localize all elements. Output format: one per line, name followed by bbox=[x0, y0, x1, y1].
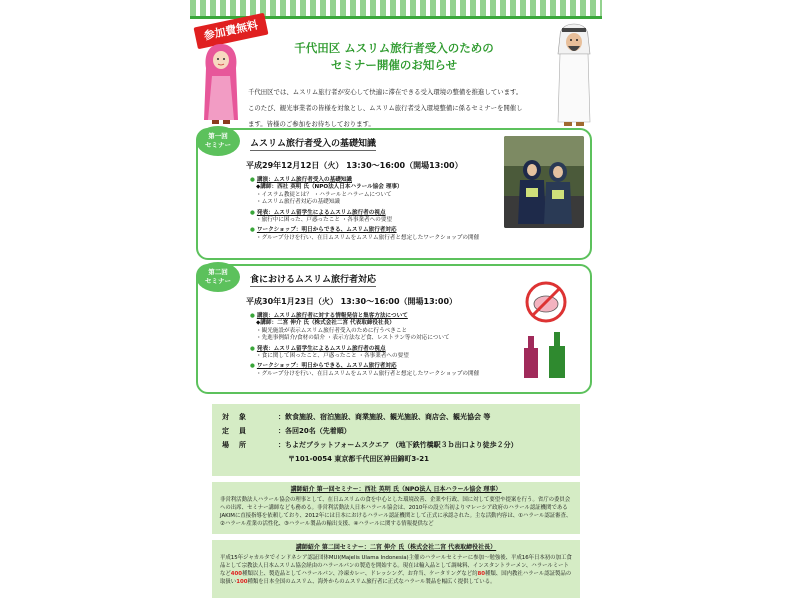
bio-text: 非営利活動法人ハラール協会の理事として、在日ムスリムの食を中心とした環境改善、企業や行政、国に対して要望や提案を行う。省庁の委員会への出席、セミナー講師なども務める。非営利活動法人日本ハラール協会は、2010年の設立当初よりマレーシア政府のハラール認証機関であるJAKIMに直接指導を依頼しており、2012年には日本におけるハラール認証機関として正式に承認された。主な活動内容は、①ハラール認証審査、②ハラール産業の活性化、③ハラール製品の輸出支援、④ハラールに関する情報提供など bbox=[220, 497, 572, 527]
no-pork-icon bbox=[527, 283, 565, 321]
program-item-title: ワークショップ：明日からできる、ムスリム旅行者対応 bbox=[256, 363, 397, 370]
wine-bottle-icon bbox=[524, 336, 538, 378]
target-value: ：飲食施設、宿泊施設、商業施設、観光施設、商店会、観光協会 等 bbox=[278, 413, 491, 421]
program-item-title: 発表：ムスリム留学生によるムスリム旅行者の視点 bbox=[256, 345, 386, 352]
flyer-title bbox=[274, 40, 514, 74]
flyer-page bbox=[190, 0, 602, 600]
bullet-icon: ● bbox=[250, 177, 255, 183]
venue-value: ：ちよだプラットフォームスクエア （地下鉄竹橋駅３ｂ出口より徒歩２分） bbox=[278, 441, 518, 449]
target-row bbox=[222, 410, 570, 424]
muslim-man-illustration bbox=[552, 18, 596, 130]
lecturer-1-bio bbox=[212, 482, 580, 534]
bio-text-part: 種類、国内教社ハラール認証製品の取扱い bbox=[220, 571, 572, 585]
program-detail: ・先進事例紹介/食材の紹介 ・表示方法など食、レストラン等の対応について bbox=[256, 335, 450, 342]
highlight-number: 100 bbox=[236, 579, 248, 585]
green-bottle-icon bbox=[549, 332, 565, 378]
capacity-row bbox=[222, 424, 570, 438]
bio-heading-name: 二宮 伸介 氏（株式会社二宮 代表取締役社長） bbox=[369, 544, 497, 551]
program-detail: ・ムスリム旅行者対応の基礎知識 bbox=[256, 199, 340, 206]
bio-heading bbox=[220, 544, 572, 552]
circle-line: セミナー bbox=[205, 277, 231, 285]
highlight-number: 80 bbox=[477, 571, 486, 577]
highlight-number: 400 bbox=[230, 571, 243, 577]
seminar-2-title: 食におけるムスリム旅行者対応 bbox=[250, 272, 376, 287]
program-detail: ・観光施設が表示ムスリム旅行者受入のために行うべきこと bbox=[256, 327, 408, 334]
seminar-1-circle-label bbox=[196, 126, 240, 156]
target-label: 対象 bbox=[222, 413, 256, 421]
lecturer: ◆講師：西社 英明 氏（NPO法人日本ハラール協会 理事） bbox=[256, 184, 403, 191]
program-detail: ・食に関して困ったこと、戸惑ったこと ・各事業者への要望 bbox=[256, 353, 409, 360]
seminar-1-date: 平成29年12月12日（火） 13:30～16:00（開場13:00） bbox=[246, 161, 463, 170]
venue-address: 〒101-0054 東京都千代田区神田錦町3-21 bbox=[288, 455, 429, 463]
venue-row bbox=[222, 438, 570, 452]
title-line-2: セミナー開催のお知らせ bbox=[330, 58, 458, 72]
program-detail: ・旅行中に困った、戸惑ったこと ・各事業者への要望 bbox=[256, 217, 393, 224]
program-detail: ・グループ分けを行い、在日ムスリムをムスリム旅行者と想定したワークショップの開催 bbox=[256, 234, 480, 241]
circle-line: 第二回 bbox=[208, 268, 228, 276]
bullet-icon: ● bbox=[250, 363, 255, 370]
bio-heading-name: 西社 英明 氏（NPO法人 日本ハラール協会 理事） bbox=[364, 486, 502, 493]
bio-text-part: 平成15年ジャカルタでインドネシア認証団体MUI(Majelis Ulama Indonesia)主催のハラールセミナーに参加～勉強後、平成16年日本初の加工食品として宗教法人日本ムスリム協会経由のハラールパンの製造を開始する。現在は輸入品として調味料、インスタントラーメン、ハラールミートなど bbox=[220, 555, 572, 577]
bio-text-part: 種類を日本全国のムスリム、海外からのムスリム旅行者に正式なハラール製品を幅広く提供している。 bbox=[247, 579, 496, 585]
circle-line: 第一回 bbox=[208, 132, 228, 140]
free-admission-badge: 参加費無料 bbox=[193, 13, 268, 49]
bio-text-part: 種類以上、製造品としてハラールパン、冷凍カレー、ドレッシング、お弁当、ケータリングなど約 bbox=[242, 571, 478, 577]
program-item bbox=[250, 210, 520, 217]
students-photo bbox=[504, 136, 584, 228]
intro-text bbox=[248, 84, 548, 132]
program-item-title: 講演：ムスリム旅行者に対する情報発信と集客方法について bbox=[256, 313, 408, 319]
circle-line: セミナー bbox=[205, 141, 231, 149]
bio-heading-prefix: 講師紹介 第一回セミナー： bbox=[290, 486, 365, 493]
program-detail: ・イスラム教徒とは？ ・ハラールとハラームについて bbox=[256, 191, 392, 198]
bullet-icon: ● bbox=[250, 209, 255, 216]
program-detail: ・グループ分けを行い、在日ムスリムをムスリム旅行者と想定したワークショップの開催 bbox=[256, 370, 480, 377]
seminar-1-section bbox=[196, 128, 592, 260]
no-alcohol-icons bbox=[504, 280, 588, 384]
venue-label: 場所 bbox=[222, 441, 256, 449]
program-item-title: ワークショップ：明日からできる、ムスリム旅行者対応 bbox=[256, 227, 397, 234]
seminar-1-title: ムスリム旅行者受入の基礎知識 bbox=[250, 136, 376, 151]
lecturer: ◆講師：二宮 伸介 氏（株式会社二宮 代表取締役社長） bbox=[256, 320, 395, 327]
muslim-woman-illustration bbox=[198, 40, 244, 128]
capacity-label: 定員 bbox=[222, 427, 256, 435]
intro-line: ます。皆様のご参加をお待ちしております。 bbox=[248, 120, 375, 128]
bio-heading-prefix: 講師紹介 第二回セミナー： bbox=[295, 544, 370, 551]
seminar-2-section bbox=[196, 264, 592, 394]
bullet-icon: ● bbox=[250, 345, 255, 352]
title-line-1: 千代田区 ムスリム旅行者受入のための bbox=[294, 41, 494, 55]
bullet-icon: ● bbox=[250, 227, 255, 234]
program-item-title: 発表：ムスリム留学生によるムスリム旅行者の視点 bbox=[256, 209, 386, 216]
seminar-1-program bbox=[250, 174, 520, 242]
top-ornament-border bbox=[190, 0, 602, 16]
capacity-value: ：各回20名（先着順） bbox=[278, 427, 351, 435]
lecturer-2-bio bbox=[212, 540, 580, 598]
program-item-title: 講演：ムスリム旅行者受入の基礎知識 bbox=[256, 177, 352, 183]
intro-line: このたび、観光事業者の皆様を対象とし、ムスリム旅行者受入環境整備に係るセミナーを開催し bbox=[248, 104, 523, 112]
bio-text bbox=[220, 554, 572, 586]
event-info-box bbox=[212, 404, 580, 476]
seminar-2-circle-label bbox=[196, 262, 240, 292]
bio-heading bbox=[220, 486, 572, 494]
seminar-2-date: 平成30年1月23日（火） 13:30～16:00（開場13:00） bbox=[246, 297, 458, 306]
bullet-icon: ● bbox=[250, 313, 255, 319]
intro-line: 千代田区では、ムスリム旅行者が安心して快適に滞在できる受入環境の整備を推進しています。 bbox=[248, 88, 523, 96]
program-item bbox=[250, 227, 520, 234]
